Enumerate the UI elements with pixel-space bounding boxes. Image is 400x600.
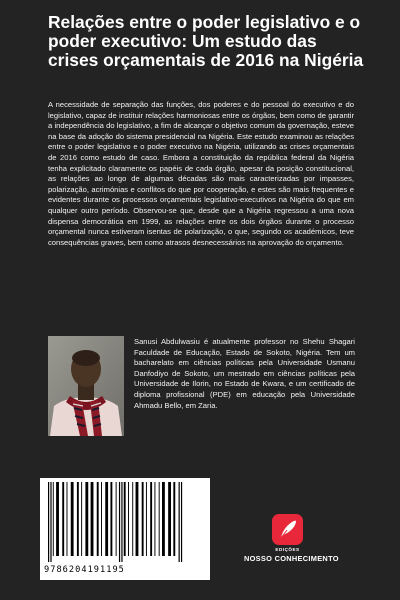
barcode-bar [124,482,126,556]
barcode-bar [128,482,129,556]
barcode-bar [150,482,152,556]
author-bio: Sanusi Abdulwasiu é atualmente professor no Shehu Shagari Faculdade de Educação, Estado de Sokoto, Nigéria. Tem um bacharelato em ciências políticas pela Universidade Usmanu Danfodiyo de Sokoto, um mestrado em ciências políticas pela Universidade de Ilorin, no Estado de Kwara, e um certificado de diploma profissional (PDE) em educação pela Universidade Ahmadu Bello, em Zaria. [134,337,355,410]
quill-logo-icon [272,514,303,545]
barcode-bar [119,482,120,562]
barcode-bar [48,482,49,562]
barcode-bar [85,482,88,556]
barcode-bar [81,482,82,556]
barcode-bar [71,482,74,556]
barcode-bar [110,482,112,556]
barcode-bar [101,482,102,556]
barcode-bar [132,482,133,556]
barcode-bar [181,482,182,562]
barcode-bar [91,482,94,556]
barcode-bar [173,482,175,556]
book-summary: A necessidade de separação das funções, dos poderes e do pessoal do executivo e do legislativo, capaz de instituir relações harmoniosas entre os órgãos, bem como de garantir a independência do legislativo, a fim de alcançar o objetivo comum da governação, esteve na base da adoção do sistema presidencial na Nigéria. Este estudo examinou as relações entre o poder legislativo e o poder executivo na Nigéria, utilizando as crises orçamentais de 2016 como estudo de caso. Embora a constituição da república federal da Nigéria tenha explicitado claramente os papéis de cada órgão, apesar da posição constitucional, as relações ao longo de algumas décadas são mais caracterizadas por impasses, polarização, acrimónias e conflitos do que por cooperação, e estes são mais frequentes e evidentes durante os processos orçamentais legislativo-executivos na Nigéria do que em qualquer outro período. Observou-se que, desde que a Nigéria regressou a uma nova dispensa democrática em 1999, as relações entre os dois órgãos durante o processo orçamental nunca estiveram isentas de polarização, o que, segundo os académicos, teve consequências graves, bem como atrasos desnecessários na aprovação do orçamento. [48,100,354,247]
barcode [40,478,210,580]
barcode-bar [159,482,160,556]
barcode-bar [77,482,79,556]
barcode-bar [67,482,68,556]
publisher-label: EDIÇÕES [275,547,300,552]
barcode-bar [53,482,54,556]
isbn-number: 9786204191195 [44,565,125,575]
barcode-bar [168,482,171,556]
barcode-bar [146,482,147,556]
barcode-bar [179,482,180,562]
publisher-block [244,514,344,570]
barcode-bar [142,482,144,556]
publisher-name-part1: NOSSO [244,554,273,563]
barcode-bar [97,482,99,556]
author-photo-illustration [48,336,124,436]
barcode-bar [154,482,155,556]
barcode-bar [105,482,108,556]
author-photo [48,336,124,436]
barcode-bars [46,482,204,564]
barcode-bar [121,482,122,562]
book-title: Relações entre o poder legislativo e o poder executivo: Um estudo das crises orçamentais de 2016 na Nigéria [48,12,364,70]
barcode-bar [136,482,139,556]
barcode-bar [56,482,59,556]
barcode-bar [50,482,51,562]
barcode-bar [116,482,117,556]
barcode-bar [162,482,165,556]
publisher-name-part2: CONHECIMENTO [274,554,339,563]
publisher-name [244,554,344,563]
barcode-bar [62,482,64,556]
